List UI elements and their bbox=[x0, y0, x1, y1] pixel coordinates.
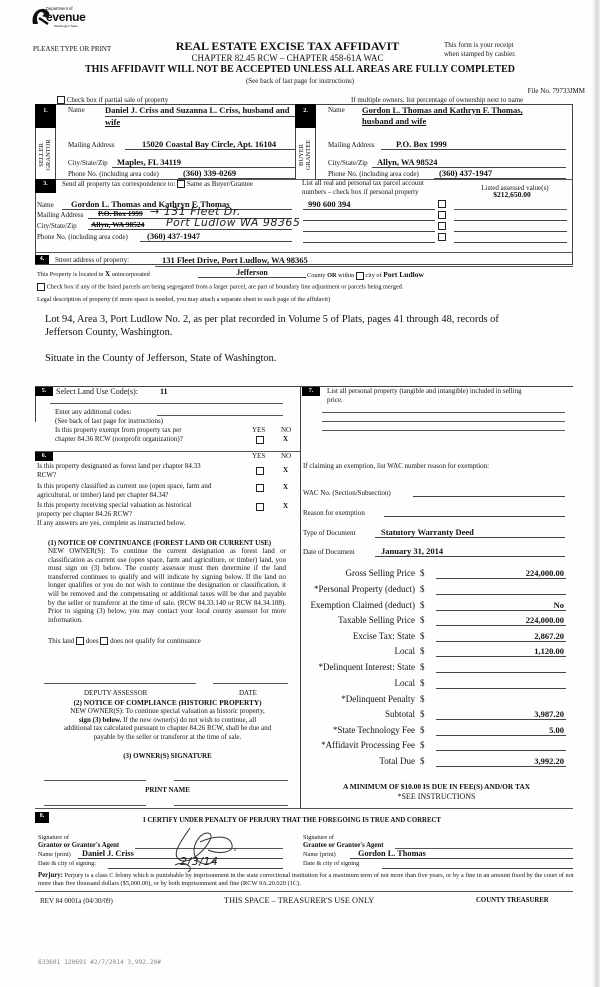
personal-property-line1: List all personal property (tangible and intangible) included in selling bbox=[327, 387, 522, 395]
within-city-checkbox[interactable] bbox=[356, 272, 364, 280]
section-4-number: 4. bbox=[35, 255, 49, 264]
receipt-note-line1: This form is your receipt bbox=[444, 41, 514, 49]
fee-label: Local bbox=[394, 678, 415, 688]
grantor-date-label: Date & city of signing: bbox=[38, 860, 97, 867]
taxable-selling-price-field[interactable]: 224,000.00 bbox=[436, 615, 566, 626]
subtotal-field[interactable]: 3,987.20 bbox=[436, 709, 566, 720]
segregate-row bbox=[37, 283, 403, 291]
fee-label: *State Technology Fee bbox=[332, 725, 415, 735]
buyer-mailing-field[interactable]: P.O. Box 1999 bbox=[381, 139, 566, 150]
delinquent-penalty-field[interactable] bbox=[436, 694, 566, 705]
buyer-phone-label: Phone No. (including area code) bbox=[328, 170, 419, 178]
dollar-sign: $ bbox=[420, 709, 425, 719]
legal-description-label: Legal description of property (if more space is needed, you may attach a separate sheet to each page of the affidavit) bbox=[37, 296, 331, 303]
cashier-stamp: 633601 120691 #2/7/2014 3,992.20# bbox=[38, 959, 161, 966]
file-number: File No. 79733JMM bbox=[527, 87, 585, 95]
fee-label: *Delinquent Interest: State bbox=[318, 662, 415, 672]
buyer-side-label bbox=[295, 128, 316, 179]
exempt-yes-header: YES bbox=[252, 426, 266, 434]
fee-label: *Affidavit Processing Fee bbox=[321, 740, 415, 750]
buyer-phone-field[interactable]: (360) 437-1947 bbox=[434, 168, 566, 179]
print-name-line-2[interactable] bbox=[174, 805, 288, 806]
fee-label: Exemption Claimed (deduct) bbox=[310, 600, 415, 610]
grantee-signature-label bbox=[303, 834, 383, 849]
buyer-city-label: City/State/Zip bbox=[328, 159, 368, 167]
street-address-value: 131 Fleet Drive, Port Ludlow, WA 98365 bbox=[162, 255, 308, 265]
legal-line2: Jefferson County, Washington. bbox=[45, 327, 173, 338]
land-use-code[interactable]: 11 bbox=[160, 387, 168, 396]
location-row bbox=[37, 270, 150, 278]
perjury-notice bbox=[38, 872, 576, 888]
personal-property-deduct-field[interactable] bbox=[436, 584, 566, 595]
fee-row-gross-selling-price bbox=[300, 568, 570, 582]
fee-label: *Delinquent Penalty bbox=[341, 694, 415, 704]
seller-name-field[interactable] bbox=[105, 105, 295, 127]
fee-label: Excise Tax: State bbox=[352, 631, 415, 641]
parcel-header-line1: List all real and personal tax parcel account bbox=[302, 179, 424, 187]
unincorporated-mark[interactable]: X bbox=[105, 270, 111, 278]
section-5-number: 5. bbox=[35, 387, 53, 396]
assessed-value-3[interactable] bbox=[454, 221, 567, 232]
additional-codes-field[interactable] bbox=[157, 415, 283, 416]
historical-q-line2: property per chapter 84.26 RCW? bbox=[37, 510, 133, 518]
section-3-number: 3. bbox=[35, 179, 56, 193]
fee-label: Gross Selling Price bbox=[345, 568, 415, 578]
grantee-name-label: Name (print) bbox=[303, 851, 336, 858]
dollar-sign: $ bbox=[420, 678, 425, 688]
within-label: within bbox=[338, 272, 355, 279]
forest-yes-checkbox[interactable] bbox=[256, 467, 264, 475]
corr-city-field[interactable] bbox=[88, 216, 301, 230]
doc-type-field[interactable]: Statutory Warranty Deed bbox=[375, 527, 565, 538]
current-use-question bbox=[37, 482, 252, 500]
corr-mailing-struck: P.O. Box 1999 bbox=[98, 209, 143, 218]
legal-line3: Situate in the County of Jefferson, State of Washington. bbox=[45, 353, 277, 364]
seller-name-label: Name bbox=[68, 106, 85, 114]
assessor-date-label: DATE bbox=[239, 689, 257, 697]
perjury-label: Perjury: bbox=[38, 872, 63, 879]
wac-field[interactable] bbox=[413, 488, 565, 497]
delinquent-interest-local-field[interactable] bbox=[436, 678, 566, 689]
scan-edge bbox=[592, 0, 600, 987]
fee-row-excise-tax-local bbox=[300, 646, 570, 660]
dor-logo bbox=[30, 4, 90, 34]
land-use-line bbox=[50, 403, 283, 404]
forest-land-question bbox=[37, 462, 247, 480]
county-treasurer-label: COUNTY TREASURER bbox=[476, 897, 549, 904]
additional-codes-label: Enter any additional codes: bbox=[55, 408, 132, 416]
forest-no-mark[interactable]: X bbox=[283, 466, 289, 474]
owner-signature-line-1[interactable] bbox=[44, 780, 146, 781]
assessor-date-line[interactable] bbox=[213, 683, 288, 684]
corr-city-handwritten: Port Ludlow WA 98365 bbox=[166, 216, 301, 229]
exempt-yes-checkbox[interactable] bbox=[256, 436, 264, 444]
fee-row-affidavit-processing-fee bbox=[300, 740, 570, 754]
perjury-text: Perjury is a class C felony which is punishable by imprisonment in the state correctional institution for a maximum term of not more than five years, or by a fine in an amount fixed by the court of not more than five thousand dollars ($5,000.00), or by both imprisonment and fine (RCW 9A.20.020 (1C). bbox=[38, 872, 574, 887]
exempt-question bbox=[55, 426, 183, 444]
doc-date-label: Date of Document bbox=[303, 548, 355, 556]
dollar-sign: $ bbox=[420, 631, 425, 641]
fee-row-delinquent-penalty bbox=[300, 694, 570, 708]
buyer-text: BUYER bbox=[298, 143, 305, 167]
wac-label: WAC No. (Section/Subsection) bbox=[303, 489, 391, 497]
county-suffix: County bbox=[307, 272, 326, 279]
grantor-signature-label bbox=[38, 834, 119, 849]
corr-mailing-handwritten: → 131 Fleet Dr. bbox=[150, 205, 241, 218]
section-1-number: 1. bbox=[35, 104, 56, 128]
section-2-number: 2. bbox=[295, 104, 316, 128]
dollar-sign: $ bbox=[420, 646, 425, 656]
partial-sale-label: Check box if partial sale of property bbox=[66, 96, 169, 104]
does-not-label: does not qualify for continuance bbox=[110, 637, 201, 645]
warning-text: THIS AFFIDAVIT WILL NOT BE ACCEPTED UNLESS ALL AREAS ARE FULLY COMPLETED bbox=[84, 64, 516, 75]
please-type-label: PLEASE TYPE OR PRINT bbox=[33, 45, 112, 53]
fee-label: Total Due bbox=[379, 756, 415, 766]
form-title: REAL ESTATE EXCISE TAX AFFIDAVIT bbox=[175, 39, 400, 53]
this-land-label: This land bbox=[48, 637, 75, 645]
fee-label: Local bbox=[394, 646, 415, 656]
state-technology-fee-field[interactable]: 5.00 bbox=[436, 725, 566, 736]
corr-phone-label: Phone No. (including area code) bbox=[37, 233, 128, 241]
seller-mailing-field[interactable]: 15020 Coastal Bay Circle, Apt. 16104 bbox=[125, 139, 295, 150]
assessed-value-header: Listed assessed value(s) bbox=[481, 184, 549, 192]
personal-property-field-1[interactable] bbox=[322, 412, 565, 413]
historical-q-line1: Is this property receiving special valuation as historical bbox=[37, 501, 192, 509]
buyer-name-line1: Gordon L. Thomas and Kathryn F. Thomas, bbox=[362, 105, 523, 115]
grantee-sig-line1: Signature of bbox=[303, 834, 334, 841]
receipt-note-line2: when stamped by cashier. bbox=[444, 50, 516, 58]
notice-compliance-title: (2) NOTICE OF COMPLIANCE (HISTORIC PROPERTY) bbox=[73, 698, 262, 707]
reason-field[interactable] bbox=[384, 508, 565, 517]
dollar-sign: $ bbox=[420, 584, 425, 594]
grantor-name-label: Name (print) bbox=[38, 851, 71, 858]
exempt-no-mark[interactable]: X bbox=[283, 435, 289, 443]
corr-name-label: Name bbox=[37, 201, 54, 209]
corr-city-label: City/State/Zip bbox=[37, 222, 77, 230]
grantor-name-field[interactable]: Daniel J. Criss bbox=[78, 849, 283, 859]
fee-row-subtotal bbox=[300, 709, 570, 723]
grantee-text: GRANTEE bbox=[305, 139, 312, 171]
form-chapter: CHAPTER 82.45 RCW – CHAPTER 458-61A WAC bbox=[191, 53, 384, 63]
gross-selling-price-field[interactable]: 224,000.00 bbox=[436, 568, 566, 579]
tax-correspondence-row bbox=[62, 180, 253, 188]
same-as-buyer-label: Same as Buyer/Grantee bbox=[186, 180, 253, 188]
buyer-name-label: Name bbox=[328, 106, 345, 114]
personal-property-checkbox-4[interactable] bbox=[438, 233, 446, 241]
compliance-line4: payable by the seller or transferor at the time of sale. bbox=[93, 732, 242, 741]
see-instructions-note: *SEE INSTRUCTIONS bbox=[397, 792, 476, 801]
fee-row-total-due bbox=[300, 756, 570, 770]
grantor-date-field[interactable] bbox=[108, 855, 283, 869]
exempt-q-line2: chapter 84.36 RCW (nonprofit organization)? bbox=[55, 435, 183, 443]
dollar-sign: $ bbox=[420, 662, 425, 672]
parcel-number-4[interactable] bbox=[303, 232, 435, 243]
current-use-yes-checkbox[interactable] bbox=[256, 484, 264, 492]
dollar-sign: $ bbox=[420, 615, 425, 625]
dollar-sign: $ bbox=[420, 600, 425, 610]
receipt-note bbox=[444, 41, 516, 59]
city-of-label: city of bbox=[365, 272, 382, 279]
corr-name-field[interactable]: Gordon L. Thomas and Kathryn F. Thomas bbox=[62, 199, 292, 210]
doc-type-label: Type of Document bbox=[303, 529, 356, 537]
personal-property-field-2[interactable] bbox=[322, 421, 565, 422]
seller-side-label bbox=[35, 128, 56, 179]
seller-city-field[interactable]: Maples, FL 34119 bbox=[112, 157, 295, 168]
street-address-line bbox=[155, 266, 573, 267]
does-not-qualify-checkbox[interactable] bbox=[100, 637, 108, 645]
buyer-mailing-label: Mailing Address bbox=[328, 141, 375, 149]
assessed-value-4[interactable] bbox=[454, 232, 567, 243]
logo-state-text: Washington State bbox=[54, 24, 78, 28]
logo-dept-text: Department of bbox=[46, 6, 73, 11]
fee-label: *Personal Property (deduct) bbox=[314, 584, 415, 594]
seller-grantor-text bbox=[38, 129, 52, 181]
corr-mailing-label: Mailing Address bbox=[37, 211, 84, 219]
located-prefix: This Property is located in bbox=[37, 271, 104, 278]
seller-phone-label: Phone No. (including area code) bbox=[68, 170, 159, 178]
seller-name-line2: wife bbox=[105, 116, 121, 127]
notice-compliance-body bbox=[35, 707, 300, 741]
personal-property-field-3[interactable] bbox=[322, 430, 565, 431]
deputy-assessor-signature-line[interactable] bbox=[44, 683, 196, 684]
does-qualify-checkbox[interactable] bbox=[76, 637, 84, 645]
notice-continuance-title: (1) NOTICE OF CONTINUANCE (FOREST LAND OR CURRENT USE) bbox=[48, 539, 272, 547]
county-field[interactable]: Jefferson bbox=[198, 268, 306, 278]
historical-no-mark[interactable]: X bbox=[283, 502, 289, 510]
seller-city-label: City/State/Zip bbox=[68, 159, 108, 167]
instructions-note: (See back of last page for instructions) bbox=[245, 77, 355, 85]
personal-property-checkbox-1[interactable] bbox=[438, 200, 446, 208]
exempt-q-line1: Is this property exempt from property tax per bbox=[55, 426, 182, 434]
dollar-sign: $ bbox=[420, 756, 425, 766]
forest-q-line1: Is this property designated as forest land per chapter 84.33 bbox=[37, 462, 201, 470]
current-use-q-line1: Is this property classified as current use (open space, farm and bbox=[37, 482, 212, 490]
excise-tax-state-field[interactable]: 2,867.20 bbox=[436, 631, 566, 642]
excise-tax-local-field[interactable]: 1,120.00 bbox=[436, 646, 566, 657]
fee-row-personal-property bbox=[300, 584, 570, 598]
grantee-sig-line2: Grantee or Grantee's Agent bbox=[303, 841, 384, 849]
exemption-claimed-field[interactable]: No bbox=[436, 600, 566, 611]
personal-property-label bbox=[327, 387, 522, 405]
fee-row-taxable-selling-price bbox=[300, 615, 570, 629]
section4-top-rule bbox=[35, 252, 573, 253]
doc-date-field[interactable]: January 31, 2014 bbox=[375, 546, 565, 557]
unincorporated-label: unincorporated bbox=[111, 271, 150, 278]
corr-phone-field[interactable]: (360) 437-1947 bbox=[140, 231, 292, 242]
current-use-q-line2: agricultural, or timber) land per chapter 84.34? bbox=[37, 491, 169, 499]
reason-label: Reason for exemption bbox=[303, 509, 365, 517]
or-text: OR bbox=[327, 272, 337, 279]
parcel-number-2[interactable] bbox=[303, 210, 435, 221]
section-6-number: 6. bbox=[35, 452, 53, 461]
grantee-date-field[interactable] bbox=[382, 858, 573, 869]
treasurer-space-label: THIS SPACE – TREASURER'S USE ONLY bbox=[224, 896, 375, 905]
fee-label: Taxable Selling Price bbox=[338, 615, 415, 625]
compliance-line2: If the new owner(s) do not wish to continue, all bbox=[121, 715, 257, 724]
forest-q-line2: RCW? bbox=[37, 471, 57, 479]
total-due-field[interactable]: 3,992.20 bbox=[436, 756, 566, 767]
city-value: Port Ludlow bbox=[383, 270, 424, 279]
personal-property-checkbox-2[interactable] bbox=[438, 211, 446, 219]
fee-row-delinquent-interest-local bbox=[300, 678, 570, 692]
corr-city-struck: Allyn, WA 98524 bbox=[91, 220, 145, 229]
owner-signature-line-2[interactable] bbox=[174, 780, 288, 781]
parcel-header-line2: numbers – check box if personal property bbox=[302, 187, 419, 196]
continuance-row bbox=[48, 637, 201, 645]
buyer-name-field[interactable] bbox=[362, 105, 562, 126]
dollar-sign: $ bbox=[420, 694, 425, 704]
seller-text: SELLER bbox=[38, 143, 45, 167]
grantor-sig-line2: Grantor or Grantor's Agent bbox=[38, 841, 120, 849]
parcel-number-3[interactable] bbox=[303, 221, 435, 232]
same-as-buyer-checkbox[interactable] bbox=[177, 180, 185, 188]
section-7-number: 7. bbox=[302, 387, 320, 396]
buyer-grantee-text bbox=[298, 129, 312, 181]
form-number: REV 84 0001a (04/30/09) bbox=[40, 897, 113, 905]
grantor-date-handwritten: 2/3/14 bbox=[180, 855, 219, 868]
multiple-owners-note: If multiple owners, list percentage of ownership next to name bbox=[351, 96, 524, 104]
personal-property-line2: price. bbox=[327, 396, 343, 404]
compliance-line3: additional tax calculated pursuant to chapter 84.26 RCW, shall be due and bbox=[63, 724, 272, 733]
legal-description bbox=[45, 313, 575, 365]
affidavit-processing-fee-field[interactable] bbox=[436, 740, 566, 751]
certify-statement: I CERTIFY UNDER PENALTY OF PERJURY THAT THE FOREGOING IS TRUE AND CORRECT bbox=[143, 817, 441, 824]
seller-name-line1: Daniel J. Criss and Suzanna L. Criss, husband and bbox=[105, 105, 295, 117]
send-correspondence-label: Send all property tax correspondence to: bbox=[62, 180, 176, 188]
dollar-sign: $ bbox=[420, 725, 425, 735]
segregate-label: Check box if any of the listed parcels are being segregated from a larger parcel, are part of boundary line adjustment or parcels being merged. bbox=[46, 283, 404, 291]
buyer-city-field[interactable]: Allyn, WA 98524 bbox=[372, 157, 566, 168]
section6-no-header: NO bbox=[281, 452, 292, 460]
fee-row-delinquent-interest-state bbox=[300, 662, 570, 676]
grantor-sig-line1: Signature of bbox=[38, 834, 69, 841]
exempt-no-header: NO bbox=[281, 426, 292, 434]
logo-revenue-text: evenue bbox=[46, 10, 86, 24]
seller-mailing-label: Mailing Address bbox=[68, 141, 115, 149]
fee-row-exemption-claimed bbox=[300, 600, 570, 614]
parcel-number-1[interactable]: 990 600 394 bbox=[303, 199, 435, 210]
grantee-date-label: Date & city of signing bbox=[303, 860, 360, 867]
fee-row-state-technology-fee bbox=[300, 725, 570, 739]
legal-line1: Lot 94, Area 3, Port Ludlow No. 2, as per plat recorded in Volume 5 of Plats, pages 41 through 48, records of bbox=[45, 314, 499, 325]
see-back-note: (See back of last page for instructions) bbox=[55, 417, 164, 425]
delinquent-interest-state-field[interactable] bbox=[436, 662, 566, 673]
current-use-no-mark[interactable]: X bbox=[283, 483, 289, 491]
grantor-text: GRANTOR bbox=[45, 139, 52, 171]
dollar-sign: $ bbox=[420, 568, 425, 578]
grantee-name-field[interactable]: Gordon L. Thomas bbox=[350, 849, 573, 859]
exemption-label: If claiming an exemption, list WAC number reason for exemption: bbox=[303, 462, 490, 470]
parcel-header bbox=[302, 179, 424, 196]
does-label: does bbox=[85, 637, 99, 645]
fee-row-excise-tax-state bbox=[300, 631, 570, 645]
compliance-line1: NEW OWNER(S): To continue special valuation as historic property, bbox=[70, 707, 265, 715]
personal-property-checkbox-3[interactable] bbox=[438, 222, 446, 230]
dollar-sign: $ bbox=[420, 740, 425, 750]
historical-question bbox=[37, 501, 252, 519]
minimum-due-note: A MINIMUM OF $10.00 IS DUE IN FEE(S) AND/OR TAX bbox=[342, 782, 531, 791]
owner-signature-label: (3) OWNER(S) SIGNATURE bbox=[123, 752, 212, 760]
footer-rule bbox=[35, 891, 573, 892]
section8-top-rule bbox=[35, 808, 573, 809]
land-use-label: Select Land Use Code(s): bbox=[56, 387, 138, 396]
street-address-label: Street address of property: bbox=[55, 256, 130, 264]
print-name-line-1[interactable] bbox=[44, 805, 146, 806]
print-name-label: PRINT NAME bbox=[145, 786, 190, 794]
compliance-bold: sign (3) below. bbox=[78, 715, 122, 724]
section6-yes-header: YES bbox=[252, 452, 266, 460]
assessed-value-1: $212,650.00 bbox=[493, 190, 531, 199]
notice-continuance-body: NEW OWNER(S): To continue the current designation as forest land or classification as current use (open space, farm and agriculture, or timber) land, you must sign on (3) below. The county assessor must then determine if the land transferred continues to qualify and will indicate by signing below. If the land no longer qualifies or you do not wish to continue the designation or classification, it will be removed and the compensating or additional taxes will be due and payable by the seller or transferor at the time of sale. (RCW 84.33.140 or RCW 84.34.108). Prior to signing (3) below, you may contact your local county assessor for more information. bbox=[48, 547, 286, 624]
city-row bbox=[307, 270, 424, 280]
historical-yes-checkbox[interactable] bbox=[256, 503, 264, 511]
seller-phone-field[interactable]: (360) 339-0269 bbox=[178, 168, 295, 179]
buyer-name-line2: husband and wife bbox=[362, 115, 427, 126]
assessed-value-2[interactable] bbox=[454, 210, 567, 221]
section-8-number: 8. bbox=[35, 812, 49, 823]
if-yes-note: If any answers are yes, complete as instructed below. bbox=[37, 519, 186, 527]
fee-label: Subtotal bbox=[384, 709, 415, 719]
segregate-checkbox[interactable] bbox=[37, 283, 45, 291]
deputy-assessor-label: DEPUTY ASSESSOR bbox=[84, 689, 148, 697]
